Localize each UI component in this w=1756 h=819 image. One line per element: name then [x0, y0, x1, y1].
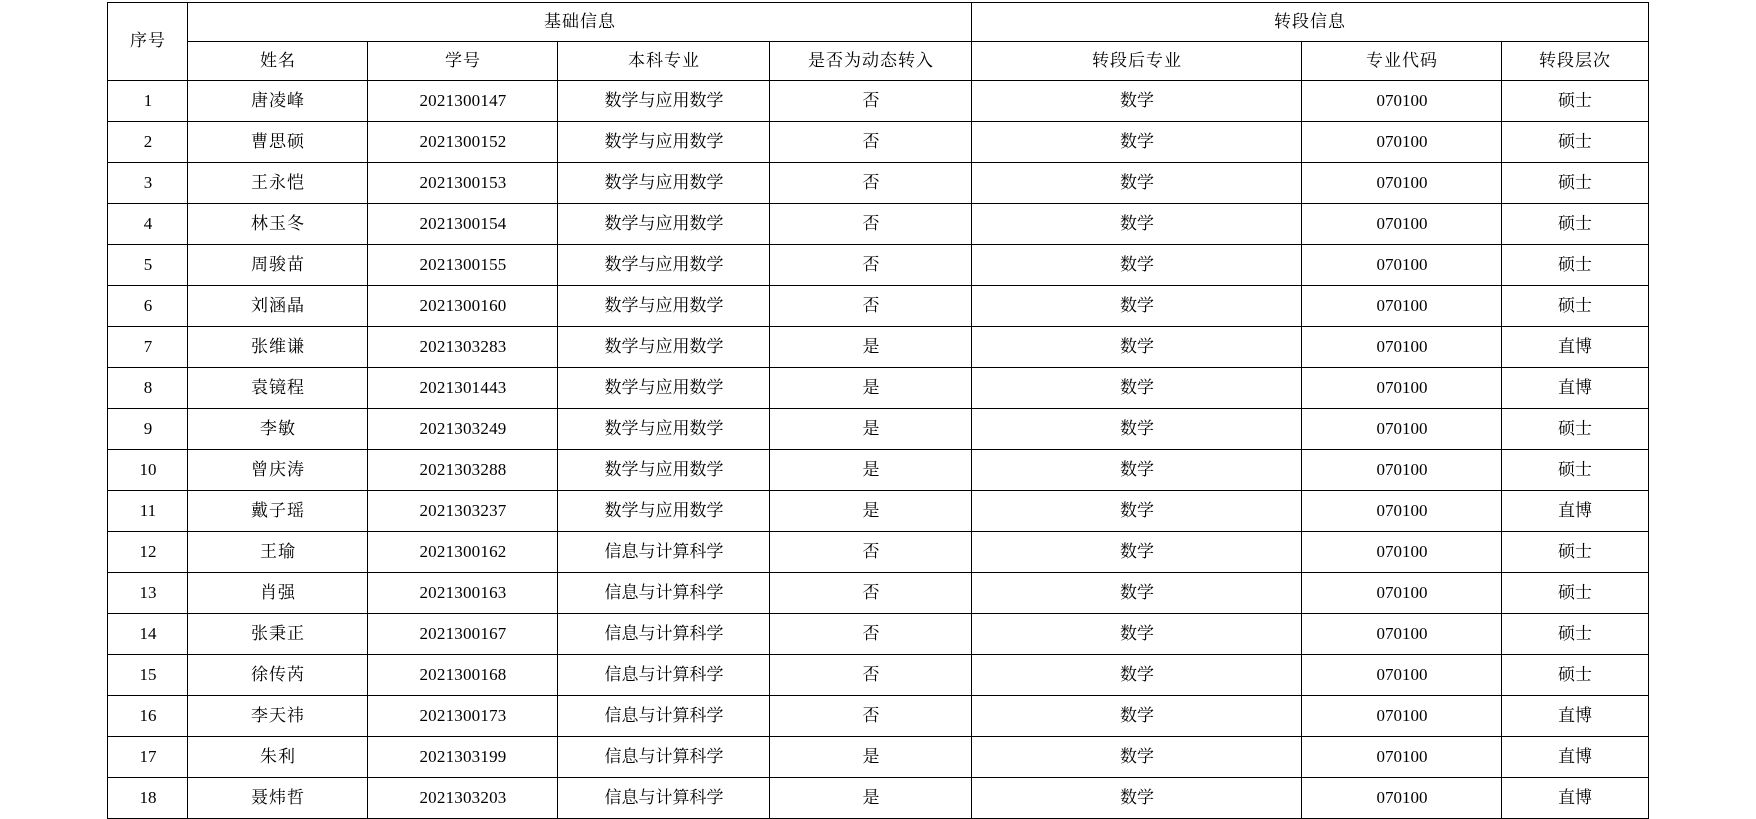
table-column-header-row: [108, 42, 1648, 81]
cell-name: 聂炜哲: [188, 778, 368, 819]
table-row: [108, 204, 1648, 245]
cell-seq: 6: [108, 286, 188, 327]
cell-student-id: 2021300155: [368, 245, 558, 286]
cell-name: 周骏苗: [188, 245, 368, 286]
cell-transfer-level: 硕士: [1502, 163, 1648, 204]
column-header-seq: 序号: [108, 3, 188, 81]
cell-undergrad-major: 数学与应用数学: [558, 327, 770, 368]
cell-dynamic-transfer: 是: [770, 327, 972, 368]
cell-student-id: 2021303237: [368, 491, 558, 532]
cell-dynamic-transfer: 是: [770, 409, 972, 450]
cell-student-id: 2021300173: [368, 696, 558, 737]
cell-transfer-level: 硕士: [1502, 286, 1648, 327]
cell-seq: 18: [108, 778, 188, 819]
cell-new-major: 数学: [972, 778, 1302, 819]
cell-undergrad-major: 信息与计算科学: [558, 573, 770, 614]
cell-seq: 11: [108, 491, 188, 532]
table-row: [108, 327, 1648, 368]
table-row: [108, 655, 1648, 696]
table-row: [108, 368, 1648, 409]
cell-name: 刘涵晶: [188, 286, 368, 327]
cell-undergrad-major: 数学与应用数学: [558, 122, 770, 163]
cell-seq: 5: [108, 245, 188, 286]
cell-seq: 14: [108, 614, 188, 655]
cell-name: 徐传芮: [188, 655, 368, 696]
cell-undergrad-major: 数学与应用数学: [558, 163, 770, 204]
cell-transfer-level: 硕士: [1502, 409, 1648, 450]
cell-major-code: 070100: [1302, 286, 1502, 327]
cell-major-code: 070100: [1302, 573, 1502, 614]
cell-student-id: 2021300153: [368, 163, 558, 204]
cell-name: 肖强: [188, 573, 368, 614]
cell-new-major: 数学: [972, 696, 1302, 737]
cell-seq: 12: [108, 532, 188, 573]
cell-dynamic-transfer: 否: [770, 573, 972, 614]
cell-student-id: 2021303203: [368, 778, 558, 819]
cell-name: 张秉正: [188, 614, 368, 655]
cell-transfer-level: 直博: [1502, 327, 1648, 368]
column-header-name: 姓名: [188, 42, 368, 81]
cell-dynamic-transfer: 否: [770, 614, 972, 655]
cell-transfer-level: 硕士: [1502, 655, 1648, 696]
cell-transfer-level: 硕士: [1502, 450, 1648, 491]
table-row: [108, 573, 1648, 614]
cell-new-major: 数学: [972, 491, 1302, 532]
column-header-dynamic-transfer: 是否为动态转入: [770, 42, 972, 81]
cell-undergrad-major: 信息与计算科学: [558, 614, 770, 655]
cell-name: 袁镜程: [188, 368, 368, 409]
cell-undergrad-major: 数学与应用数学: [558, 245, 770, 286]
cell-transfer-level: 直博: [1502, 778, 1648, 819]
cell-transfer-level: 硕士: [1502, 532, 1648, 573]
cell-dynamic-transfer: 是: [770, 737, 972, 778]
cell-undergrad-major: 信息与计算科学: [558, 778, 770, 819]
cell-undergrad-major: 数学与应用数学: [558, 450, 770, 491]
column-header-undergrad-major: 本科专业: [558, 42, 770, 81]
cell-transfer-level: 硕士: [1502, 573, 1648, 614]
cell-new-major: 数学: [972, 122, 1302, 163]
table-row: [108, 614, 1648, 655]
cell-major-code: 070100: [1302, 614, 1502, 655]
cell-student-id: 2021303283: [368, 327, 558, 368]
cell-transfer-level: 直博: [1502, 696, 1648, 737]
cell-transfer-level: 硕士: [1502, 122, 1648, 163]
cell-dynamic-transfer: 是: [770, 368, 972, 409]
cell-student-id: 2021300160: [368, 286, 558, 327]
cell-new-major: 数学: [972, 327, 1302, 368]
cell-student-id: 2021301443: [368, 368, 558, 409]
cell-new-major: 数学: [972, 655, 1302, 696]
cell-name: 曾庆涛: [188, 450, 368, 491]
cell-dynamic-transfer: 是: [770, 450, 972, 491]
cell-major-code: 070100: [1302, 532, 1502, 573]
cell-name: 王瑜: [188, 532, 368, 573]
group-header-transfer-info: 转段信息: [972, 3, 1648, 42]
cell-new-major: 数学: [972, 614, 1302, 655]
cell-major-code: 070100: [1302, 696, 1502, 737]
table-row: [108, 696, 1648, 737]
cell-name: 王永恺: [188, 163, 368, 204]
cell-new-major: 数学: [972, 204, 1302, 245]
cell-dynamic-transfer: 否: [770, 655, 972, 696]
cell-dynamic-transfer: 是: [770, 778, 972, 819]
cell-seq: 10: [108, 450, 188, 491]
column-header-transfer-level: 转段层次: [1502, 42, 1648, 81]
table-row: [108, 163, 1648, 204]
cell-undergrad-major: 数学与应用数学: [558, 368, 770, 409]
cell-major-code: 070100: [1302, 450, 1502, 491]
cell-seq: 13: [108, 573, 188, 614]
cell-name: 朱利: [188, 737, 368, 778]
cell-seq: 1: [108, 81, 188, 122]
cell-new-major: 数学: [972, 163, 1302, 204]
table-row: [108, 450, 1648, 491]
cell-student-id: 2021303288: [368, 450, 558, 491]
cell-dynamic-transfer: 否: [770, 696, 972, 737]
cell-seq: 7: [108, 327, 188, 368]
cell-major-code: 070100: [1302, 778, 1502, 819]
cell-dynamic-transfer: 否: [770, 286, 972, 327]
cell-undergrad-major: 信息与计算科学: [558, 696, 770, 737]
cell-undergrad-major: 信息与计算科学: [558, 655, 770, 696]
cell-transfer-level: 直博: [1502, 491, 1648, 532]
column-header-major-code: 专业代码: [1302, 42, 1502, 81]
cell-dynamic-transfer: 否: [770, 532, 972, 573]
cell-new-major: 数学: [972, 409, 1302, 450]
student-transfer-table: [107, 2, 1648, 819]
cell-transfer-level: 硕士: [1502, 204, 1648, 245]
cell-seq: 2: [108, 122, 188, 163]
table-row: [108, 122, 1648, 163]
cell-student-id: 2021300154: [368, 204, 558, 245]
cell-major-code: 070100: [1302, 204, 1502, 245]
cell-transfer-level: 硕士: [1502, 245, 1648, 286]
cell-major-code: 070100: [1302, 368, 1502, 409]
table-header: [108, 3, 1648, 81]
cell-dynamic-transfer: 否: [770, 245, 972, 286]
cell-seq: 16: [108, 696, 188, 737]
cell-dynamic-transfer: 否: [770, 204, 972, 245]
cell-name: 唐凌峰: [188, 81, 368, 122]
cell-new-major: 数学: [972, 737, 1302, 778]
cell-student-id: 2021300162: [368, 532, 558, 573]
table-group-header-row: [108, 3, 1648, 42]
cell-student-id: 2021300163: [368, 573, 558, 614]
column-header-new-major: 转段后专业: [972, 42, 1302, 81]
cell-new-major: 数学: [972, 450, 1302, 491]
column-header-student-id: 学号: [368, 42, 558, 81]
cell-undergrad-major: 数学与应用数学: [558, 204, 770, 245]
cell-name: 林玉冬: [188, 204, 368, 245]
cell-dynamic-transfer: 否: [770, 81, 972, 122]
cell-transfer-level: 直博: [1502, 737, 1648, 778]
cell-student-id: 2021300167: [368, 614, 558, 655]
group-header-basic-info: 基础信息: [188, 3, 972, 42]
table-row: [108, 81, 1648, 122]
cell-student-id: 2021303199: [368, 737, 558, 778]
cell-seq: 9: [108, 409, 188, 450]
cell-undergrad-major: 信息与计算科学: [558, 532, 770, 573]
cell-student-id: 2021300152: [368, 122, 558, 163]
table-row: [108, 737, 1648, 778]
cell-undergrad-major: 数学与应用数学: [558, 409, 770, 450]
cell-new-major: 数学: [972, 81, 1302, 122]
table-row: [108, 409, 1648, 450]
cell-major-code: 070100: [1302, 491, 1502, 532]
table-row: [108, 532, 1648, 573]
table-row: [108, 778, 1648, 819]
cell-major-code: 070100: [1302, 163, 1502, 204]
table-row: [108, 245, 1648, 286]
table-row: [108, 491, 1648, 532]
cell-major-code: 070100: [1302, 409, 1502, 450]
cell-dynamic-transfer: 否: [770, 163, 972, 204]
cell-student-id: 2021303249: [368, 409, 558, 450]
cell-seq: 3: [108, 163, 188, 204]
cell-major-code: 070100: [1302, 122, 1502, 163]
cell-transfer-level: 硕士: [1502, 614, 1648, 655]
cell-new-major: 数学: [972, 286, 1302, 327]
cell-seq: 8: [108, 368, 188, 409]
cell-transfer-level: 直博: [1502, 368, 1648, 409]
cell-seq: 15: [108, 655, 188, 696]
cell-major-code: 070100: [1302, 327, 1502, 368]
cell-name: 戴子瑶: [188, 491, 368, 532]
cell-seq: 4: [108, 204, 188, 245]
cell-new-major: 数学: [972, 368, 1302, 409]
cell-undergrad-major: 信息与计算科学: [558, 737, 770, 778]
cell-undergrad-major: 数学与应用数学: [558, 286, 770, 327]
table-row: [108, 286, 1648, 327]
cell-undergrad-major: 数学与应用数学: [558, 491, 770, 532]
cell-new-major: 数学: [972, 245, 1302, 286]
table-body: [108, 81, 1648, 819]
cell-student-id: 2021300147: [368, 81, 558, 122]
cell-major-code: 070100: [1302, 245, 1502, 286]
cell-name: 李敏: [188, 409, 368, 450]
cell-major-code: 070100: [1302, 81, 1502, 122]
cell-new-major: 数学: [972, 573, 1302, 614]
cell-seq: 17: [108, 737, 188, 778]
cell-student-id: 2021300168: [368, 655, 558, 696]
cell-name: 张维谦: [188, 327, 368, 368]
cell-name: 曹思硕: [188, 122, 368, 163]
cell-name: 李天祎: [188, 696, 368, 737]
cell-new-major: 数学: [972, 532, 1302, 573]
cell-transfer-level: 硕士: [1502, 81, 1648, 122]
cell-undergrad-major: 数学与应用数学: [558, 81, 770, 122]
cell-major-code: 070100: [1302, 737, 1502, 778]
cell-dynamic-transfer: 是: [770, 491, 972, 532]
cell-dynamic-transfer: 否: [770, 122, 972, 163]
cell-major-code: 070100: [1302, 655, 1502, 696]
